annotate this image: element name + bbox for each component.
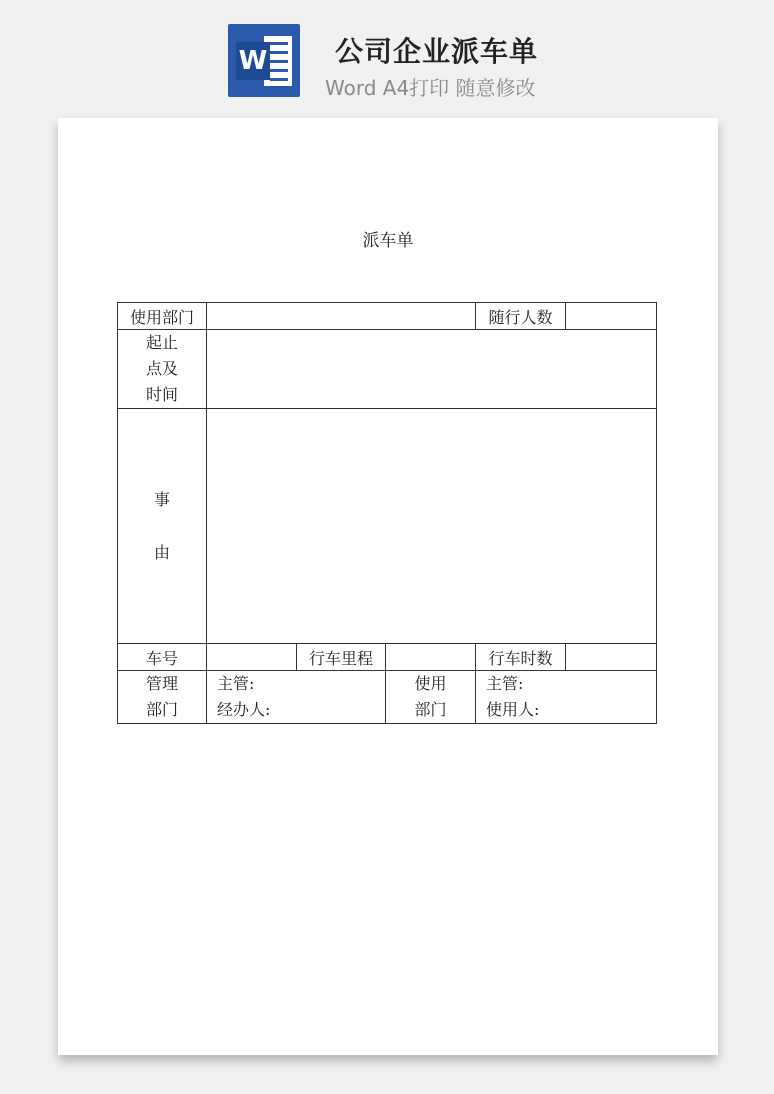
dept-label: 使用部门: [118, 303, 207, 330]
user-supervisor-label: 主管:: [486, 674, 524, 693]
table-row: [118, 330, 657, 409]
hours-label: 行车时数: [476, 644, 566, 671]
car-no-field[interactable]: [207, 644, 297, 671]
table-row: [118, 671, 657, 724]
hours-field[interactable]: [566, 644, 657, 671]
mgmt-dept-label: 管理 部门: [118, 671, 207, 724]
mileage-field[interactable]: [386, 644, 476, 671]
reason-label: 事 由: [118, 409, 207, 644]
table-row: [118, 644, 657, 671]
page-subtitle: Word A4打印 随意修改: [325, 76, 536, 100]
table-row: [118, 409, 657, 644]
dispatch-form-table: [117, 302, 657, 724]
user-signature-field[interactable]: [476, 671, 657, 724]
companions-label: 随行人数: [476, 303, 566, 330]
page-title: 公司企业派车单: [335, 35, 539, 68]
car-no-label: 车号: [118, 644, 207, 671]
route-label: 起止 点及 时间: [118, 330, 207, 409]
dept-field[interactable]: [207, 303, 476, 330]
reason-field[interactable]: [207, 409, 657, 644]
word-logo-icon: [228, 24, 300, 97]
mgmt-signature-field[interactable]: [207, 671, 386, 724]
user-dept-label: 使用 部门: [386, 671, 476, 724]
mgmt-handler-label: 经办人:: [217, 700, 271, 719]
document-title: 派车单: [362, 231, 414, 251]
document-page: [58, 118, 718, 1055]
companions-field[interactable]: [566, 303, 657, 330]
table-row: [118, 303, 657, 330]
word-badge: W: [236, 42, 270, 80]
mileage-label: 行车里程: [297, 644, 386, 671]
route-field[interactable]: [207, 330, 657, 409]
user-person-label: 使用人:: [486, 700, 540, 719]
mgmt-supervisor-label: 主管:: [217, 674, 255, 693]
